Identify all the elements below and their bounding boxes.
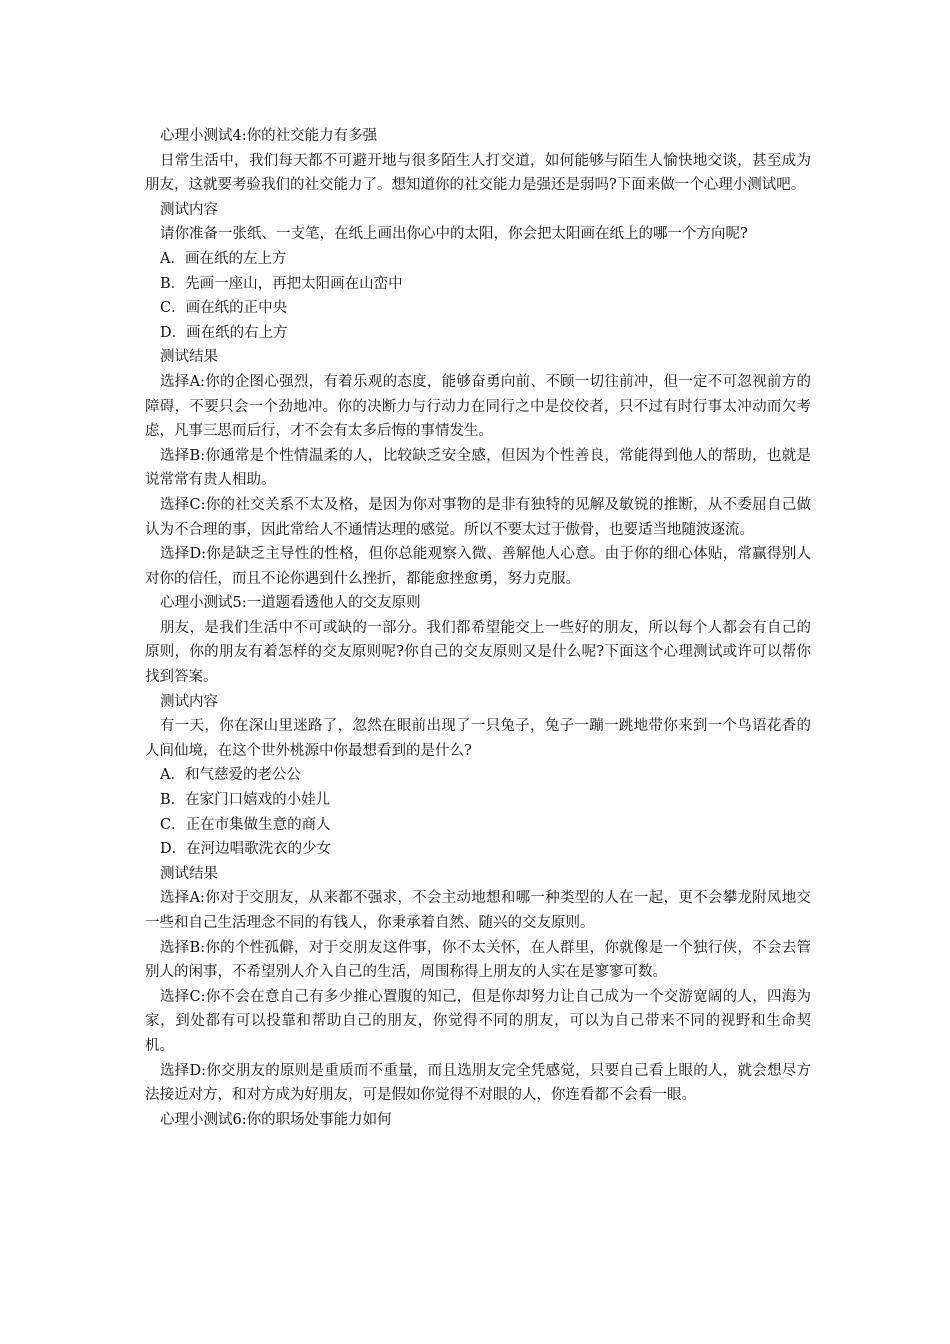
question-4: 请你准备一张纸、一支笔，在纸上画出你心中的太阳，你会把太阳画在纸上的哪一个方向呢? (160, 226, 748, 243)
result-5-b: 选择B:你的个性孤僻，对于交朋友这件事，你不太关怀，在人群里，你就像是一个独行侠，不会去管别人的闲事，不希望别人介入自己的生活，周围称得上朋友的人实在是寥寥可数。 (145, 939, 811, 981)
section-intro-5: 朋友，是我们生活中不可或缺的一部分。我们都希望能交上一些好的朋友，所以每个人都会有自己的原则，你的朋友有着怎样的交友原则呢?你自己的交友原则又是什么呢?下面这个心理测试或许可以帮你找到答案。 (145, 619, 811, 686)
section-title-6: 心理小测试6:你的职场处事能力如何 (160, 1111, 392, 1128)
result-heading-4: 测试结果 (160, 349, 218, 366)
result-heading-5: 测试结果 (160, 865, 218, 882)
option-5-b: B．在家门口嬉戏的小娃儿 (160, 792, 331, 809)
content-heading-5: 测试内容 (160, 693, 218, 710)
result-4-d: 选择D:你是缺乏主导性的性格，但你总能观察入微、善解他人心意。由于你的细心体贴，常赢得别人对你的信任，而且不论你遇到什么挫折，都能愈挫愈勇，努力克服。 (145, 546, 811, 587)
section-title-5: 心理小测试5:一道题看透他人的交友原则 (160, 595, 421, 612)
section-intro-4: 日常生活中，我们每天都不可避开地与很多陌生人打交道，如何能够与陌生人愉快地交谈，甚至成为朋友，这就要考验我们的社交能力了。想知道你的社交能力是强还是弱吗?下面来做一个心理小测试吧。 (145, 152, 811, 194)
option-4-d: D．画在纸的右上方 (160, 324, 288, 341)
result-4-a: 选择A:你的企图心强烈，有着乐观的态度，能够奋勇向前、不顾一切往前冲，但一定不可忽视前方的障碍，不要只会一个劲地冲。你的决断力与行动力在同行之中是佼佼者，只不过有时行事太冲动而欠考虑，凡事三思而后行，才不会有太多后悔的事情发生。 (145, 373, 811, 440)
option-4-a: A．画在纸的左上方 (160, 250, 287, 267)
option-5-a: A．和气慈爱的老公公 (160, 767, 301, 784)
option-4-c: C．画在纸的正中央 (160, 300, 288, 317)
option-5-d: D．在河边唱歌洗衣的少女 (160, 841, 332, 858)
content-heading-4: 测试内容 (160, 201, 218, 218)
result-4-c: 选择C:你的社交关系不太及格，是因为你对事物的是非有独特的见解及敏锐的推断，从不委屈自己做认为不合理的事，因此常给人不通情达理的感觉。所以不要太过于傲骨，也要适当地随波逐流。 (145, 496, 811, 538)
option-4-b: B．先画一座山，再把太阳画在山峦中 (160, 275, 403, 292)
question-5: 有一天，你在深山里迷路了，忽然在眼前出现了一只兔子，兔子一蹦一跳地带你来到一个鸟语花香的人间仙境，在这个世外桃源中你最想看到的是什么? (145, 718, 811, 759)
result-5-c: 选择C:你不会在意自己有多少推心置腹的知己，但是你却努力让自己成为一个交游宽阔的人，四海为家，到处都有可以投靠和帮助自己的朋友，你觉得不同的朋友，可以为自己带来不同的视野和生命契机。 (145, 988, 811, 1054)
result-5-a: 选择A:你对于交朋友，从来都不强求，不会主动地想和哪一种类型的人在一起，更不会攀龙附凤地交一些和自己生活理念不同的有钱人，你秉承着自然、随兴的交友原则。 (145, 890, 811, 931)
section-title-4: 心理小测试4:你的社交能力有多强 (160, 128, 378, 144)
document-page (145, 124, 811, 1132)
result-4-b: 选择B:你通常是个性情温柔的人，比较缺乏安全感，但因为个性善良，常能得到他人的帮助，也就是说常常有贵人相助。 (145, 447, 811, 489)
result-5-d: 选择D:你交朋友的原则是重质而不重量，而且选朋友完全凭感觉，只要自己看上眼的人，就会想尽方法接近对方，和对方成为好朋友，可是假如你觉得不对眼的人，你连看都不会看一眼。 (145, 1062, 811, 1104)
option-5-c: C．正在市集做生意的商人 (160, 816, 331, 833)
